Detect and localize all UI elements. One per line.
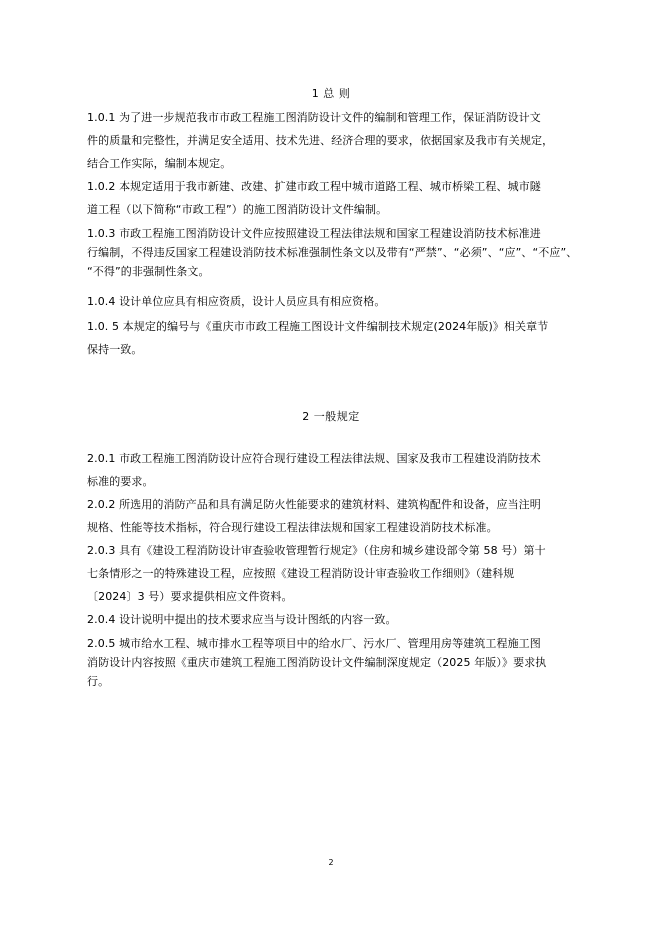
clause-2-0-3	[87, 539, 583, 608]
clause-1-0-3	[87, 224, 583, 281]
clause-2-0-1	[87, 447, 583, 493]
clause-line: 1.0.4 设计单位应具有相应资质，设计人员应具有相应资格。	[87, 295, 386, 308]
clause-2-0-2	[87, 493, 583, 539]
clause-1-0-1	[87, 106, 583, 175]
clause-line: 1.0. 5 本规定的编号与《重庆市市政工程施工图设计文件编制技术规定(2024年版)》相关章节	[87, 320, 549, 333]
section-title-general-provisions: 2 一般规定	[302, 410, 360, 423]
clause-line: 2.0.4 设计说明中提出的技术要求应当与设计图纸的内容一致。	[87, 613, 397, 626]
clause-line: 行编制，不得违反国家工程建设消防技术标准强制性条文以及带有“严禁”、“必须”、“应”、“不应”、	[87, 246, 578, 259]
clause-1-0-5	[87, 315, 583, 361]
clause-line: 1.0.3 市政工程施工图消防设计文件应按照建设工程法律法规和国家工程建设消防技术标准进	[87, 227, 541, 240]
clause-2-0-4	[87, 608, 583, 631]
page-number: 2	[328, 858, 334, 867]
clause-line: 2.0.1 市政工程施工图消防设计应符合现行建设工程法律法规、国家及我市工程建设消防技术	[87, 452, 541, 465]
clause-line: 1.0.1 为了进一步规范我市市政工程施工图消防设计文件的编制和管理工作，保证消防设计文	[87, 111, 541, 124]
clause-line: 标准的要求。	[87, 475, 154, 488]
clause-line: 2.0.5 城市给水工程、城市排水工程等项目中的给水厂、污水厂、管理用房等建筑工程施工图	[87, 637, 541, 650]
clause-line: 1.0.2 本规定适用于我市新建、改建、扩建市政工程中城市道路工程、城市桥梁工程、城市隧	[87, 180, 541, 193]
clause-line: “不得”的非强制性条文。	[87, 265, 210, 278]
clause-1-0-2	[87, 175, 583, 221]
clause-line: 2.0.2 所选用的消防产品和具有满足防火性能要求的建筑材料、建筑构配件和设备，应当注明	[87, 498, 541, 511]
clause-line: 结合工作实际，编制本规定。	[87, 157, 232, 170]
clause-line: 件的质量和完整性，并满足安全适用、技术先进、经济合理的要求，依据国家及我市有关规定，	[87, 134, 554, 147]
clause-2-0-5	[87, 634, 583, 691]
clause-line: 2.0.3 具有《建设工程消防设计审查验收管理暂行规定》（住房和城乡建设部令第 58 号）第十	[87, 544, 546, 557]
clause-line: 消防设计内容按照《重庆市建筑工程施工图消防设计文件编制深度规定（2025 年版）》要求执	[87, 656, 547, 669]
clause-line: 〔2024〕3 号）要求提供相应文件资料。	[87, 590, 293, 603]
clause-line: 保持一致。	[87, 343, 143, 356]
section-title-general: 1 总 则	[311, 87, 351, 100]
clause-line: 规格、性能等技术指标，符合现行建设工程法律法规和国家工程建设消防技术标准。	[87, 521, 498, 534]
clause-1-0-4	[87, 290, 583, 313]
clause-line: 道工程（以下简称“市政工程”）的施工图消防设计文件编制。	[87, 203, 388, 216]
clause-line: 七条情形之一的特殊建设工程，应按照《建设工程消防设计审查验收工作细则》（建科规	[87, 567, 515, 580]
clause-line: 行。	[87, 675, 110, 688]
